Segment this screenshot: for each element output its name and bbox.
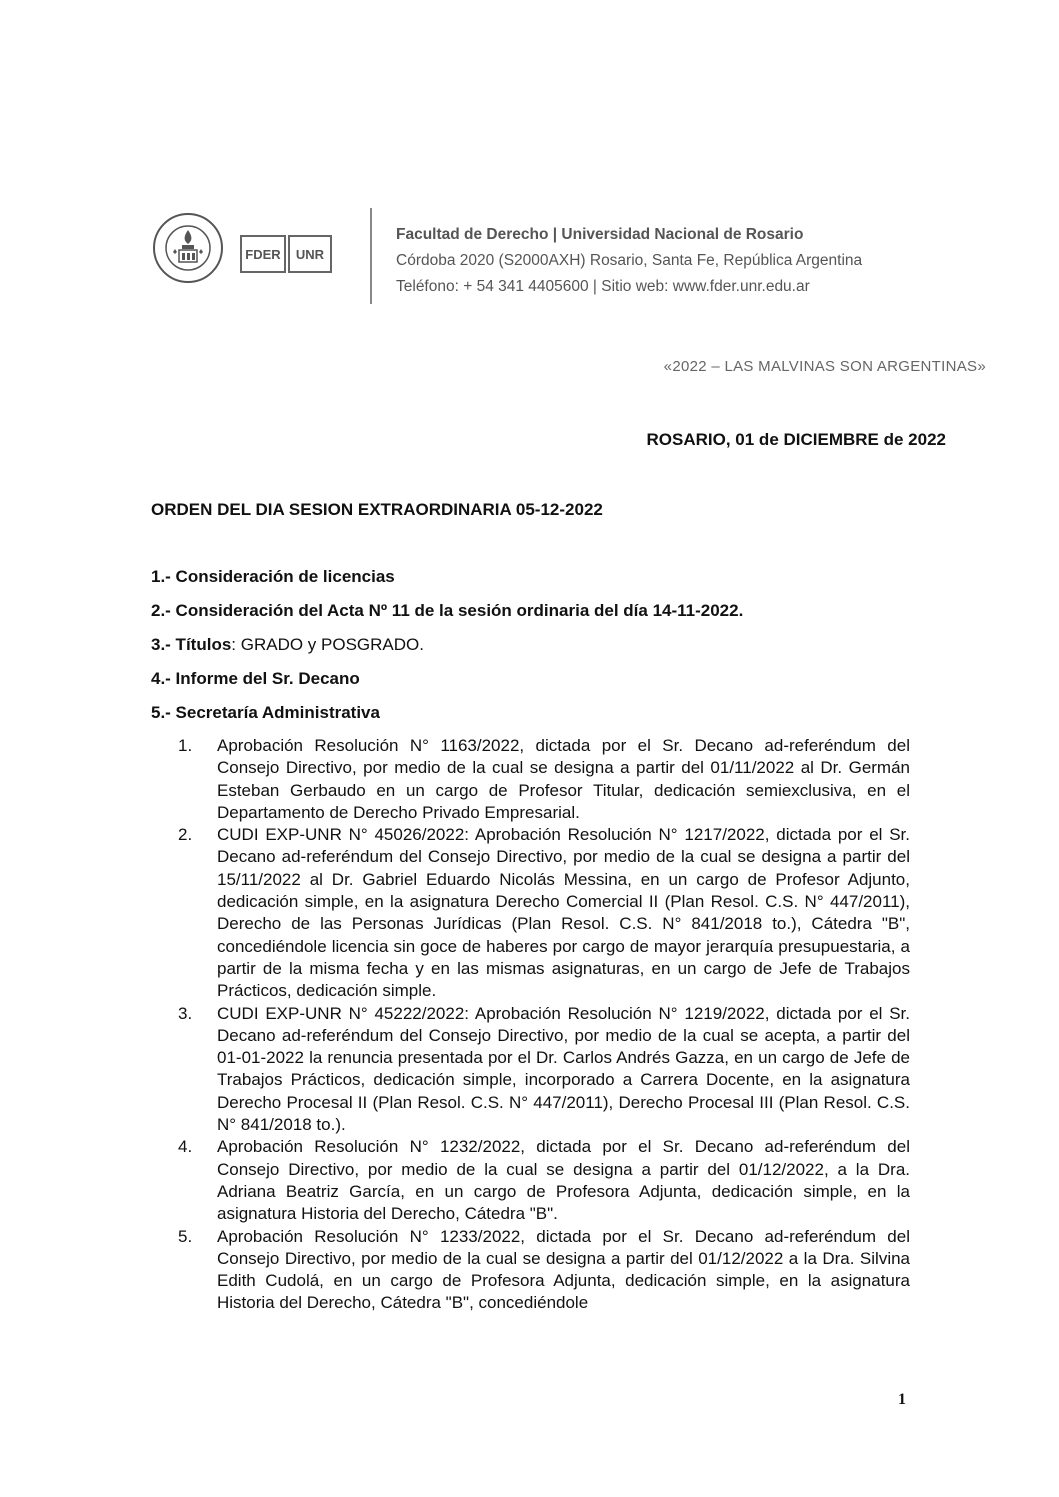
agenda-section [151,565,911,589]
letterhead [152,208,912,304]
agenda-section [151,599,911,623]
agenda-section [151,633,911,657]
section-label: 5.- Secretaría Administrativa [151,703,380,722]
item-number: 1. [178,736,193,755]
section-label: 4.- Informe del Sr. Decano [151,669,360,688]
list-item [178,1003,910,1137]
agenda-sections [151,565,911,735]
agenda-section [151,667,911,691]
order-title: ORDEN DEL DIA SESION EXTRAORDINARIA 05-12-2022 [151,500,603,519]
page-number: 1 [898,1391,906,1408]
item-text: Aprobación Resolución N° 1163/2022, dictada por el Sr. Decano ad-referéndum del Consejo Directivo, por medio de la cual se designa a partir del 01/11/2022 al Dr. Germán Esteban Gerbaudo en un cargo de Profesor Titular, dedicación semiexclusiva, en el Departamento de Derecho Privado Empresarial. [217,736,910,822]
fder-badge: FDER [240,235,286,273]
item-number: 2. [178,825,193,845]
item-number: 5. [178,1226,193,1246]
letterhead-divider [370,208,372,304]
section-label: 2.- Consideración del Acta Nº 11 de la sesión ordinaria del día 14-11-2022. [151,601,744,620]
faculty-address: Córdoba 2020 (S2000AXH) Rosario, Santa Fe, República Argentina [396,252,863,269]
motto: «2022 – LAS MALVINAS SON ARGENTINAS» [663,358,986,375]
agenda-section [151,701,911,725]
administrative-items [178,735,910,1315]
item-text: CUDI EXP-UNR N° 45222/2022: Aprobación Resolución N° 1219/2022, dictada por el Sr. Decano ad-referéndum del Consejo Directivo, por medio de la cual se acepta, a partir del 01-01-2022 la renuncia presentada por el Dr. Carlos Andrés Gazza, en un cargo de Jefe de Trabajos Prácticos, dedicación simple, incorporado a Carrera Docente, en la asignatura Derecho Procesal II (Plan Resol. C.S. N° 447/2011), Derecho Procesal III (Plan Resol. C.S. N° 841/2018 to.). [217,1003,910,1135]
faculty-contact: Teléfono: + 54 341 4405600 | Sitio web: www.fder.unr.edu.ar [396,278,810,295]
item-number: 4. [178,1137,193,1157]
unr-badge: UNR [288,235,332,273]
letterhead-text [396,222,862,300]
section-rest: : GRADO y POSGRADO. [231,635,424,654]
university-seal-icon [152,212,224,284]
item-number: 3. [178,1003,193,1023]
section-label: 3.- Títulos [151,635,232,654]
date-line: ROSARIO, 01 de DICIEMBRE de 2022 [646,430,946,449]
list-item [178,735,910,824]
item-text: Aprobación Resolución N° 1233/2022, dictada por el Sr. Decano ad-referéndum del Consejo Directivo, por medio de la cual se designa a partir del 01/12/2022 a la Dra. Silvina Edith Cudolá, en un cargo de Profesora Adjunta, dedicación simple, en la asignatura Historia del Derecho, Cátedra "B", concediéndole [217,1226,910,1313]
list-item [178,1226,910,1315]
item-text: Aprobación Resolución N° 1232/2022, dictada por el Sr. Decano ad-referéndum del Consejo Directivo, por medio de la cual se designa a partir del 01/12/2022, a la Dra. Adriana Beatriz García, en un cargo de Profesora Adjunta, dedicación simple, en la asignatura Historia del Derecho, Cátedra "B". [217,1137,910,1224]
list-item [178,824,910,1002]
list-item [178,1136,910,1225]
section-label: 1.- Consideración de licencias [151,567,395,586]
item-text: CUDI EXP-UNR N° 45026/2022: Aprobación Resolución N° 1217/2022, dictada por el Sr. Decano ad-referéndum del Consejo Directivo, por medio de la cual se designa a partir del 15/11/2022 al Dr. Gabriel Eduardo Nicolás Messina, en un cargo de Profesor Adjunto, dedicación simple, en la asignatura Derecho Comercial II (Plan Resol. C.S. N° 447/2011), Derecho de las Personas Jurídicas (Plan Resol. C.S. N° 841/2018 to.), Cátedra "B", concediéndole licencia sin goce de haberes por cargo de mayor jerarquía presupuestaria, a partir de la misma fecha y en las mismas asignaturas, en un cargo de Jefe de Trabajos Prácticos, dedicación simple. [217,825,910,1001]
faculty-title: Facultad de Derecho | Universidad Nacional de Rosario [396,226,804,243]
